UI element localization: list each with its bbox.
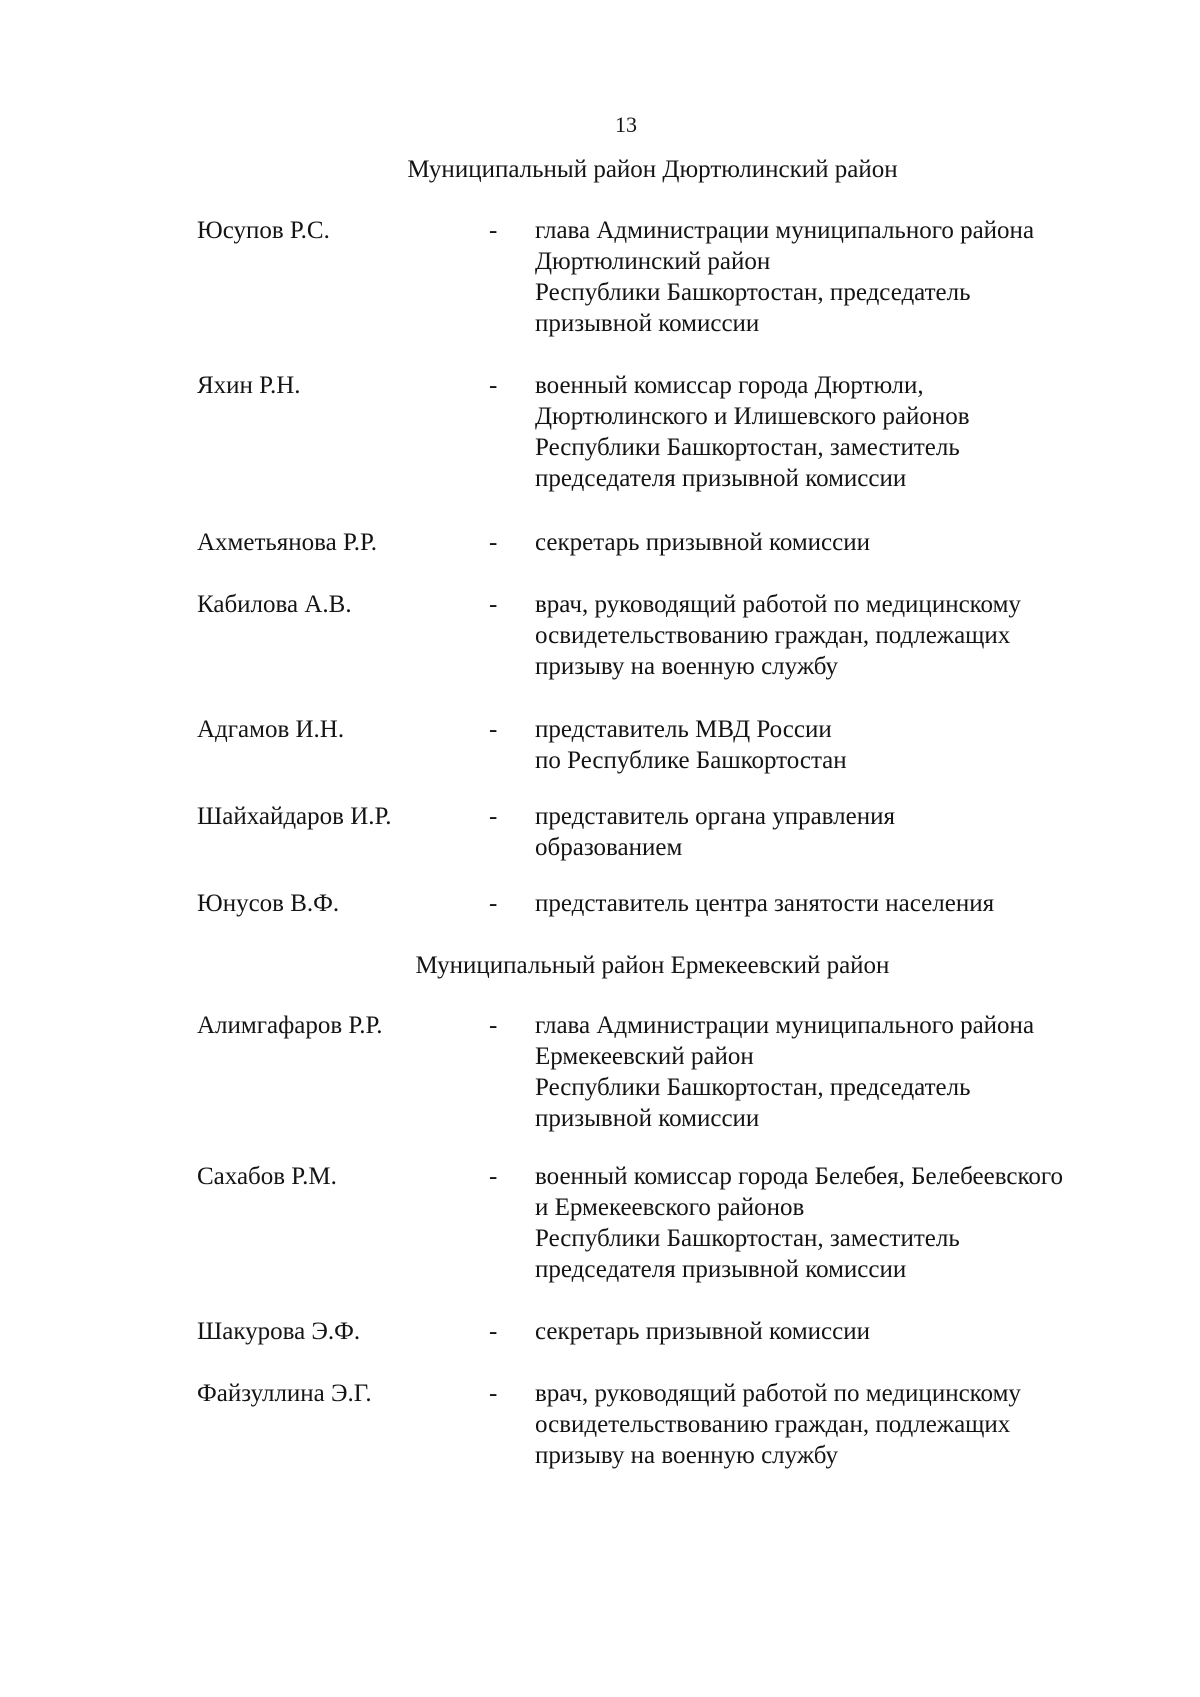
member-dash: - bbox=[489, 716, 498, 743]
role-line: Республики Башкортостан, заместитель bbox=[535, 1225, 960, 1252]
member-dash: - bbox=[489, 1380, 498, 1407]
role-line: и Ермекеевского районов bbox=[535, 1194, 805, 1221]
role-line: призывной комиссии bbox=[535, 310, 760, 337]
role-line: призыву на военную службу bbox=[535, 653, 839, 680]
member-dash: - bbox=[489, 890, 498, 917]
member-name: Шайхайдаров И.Р. bbox=[197, 803, 392, 830]
role-line: глава Администрации муниципального района bbox=[535, 217, 1035, 244]
role-line: военный комиссар города Белебея, Белебеевского bbox=[535, 1163, 1064, 1190]
member-role bbox=[535, 801, 1135, 863]
section-heading-durtyuli: Муниципальный район Дюртюлинский район bbox=[407, 156, 898, 183]
member-name: Юсупов Р.С. bbox=[197, 217, 330, 244]
role-line: военный комиссар города Дюртюли, bbox=[535, 372, 924, 399]
member-role bbox=[535, 1316, 1135, 1347]
role-line: Дюртюлинского и Илишевского районов bbox=[535, 403, 970, 430]
member-name: Кабилова А.В. bbox=[197, 591, 352, 618]
page-number: 13 bbox=[615, 112, 637, 137]
role-line: Республики Башкортостан, председатель bbox=[535, 1074, 971, 1101]
member-dash: - bbox=[489, 372, 498, 399]
member-role bbox=[535, 527, 1135, 558]
member-dash: - bbox=[489, 1318, 498, 1345]
member-name: Юнусов В.Ф. bbox=[197, 890, 340, 917]
role-line: призыву на военную службу bbox=[535, 1442, 839, 1469]
member-role bbox=[535, 1378, 1135, 1471]
role-line: врач, руководящий работой по медицинскому bbox=[535, 591, 1021, 618]
section-heading-ermekeevo: Муниципальный район Ермекеевский район bbox=[415, 952, 890, 979]
member-dash: - bbox=[489, 1163, 498, 1190]
member-role bbox=[535, 370, 1135, 494]
role-line: Дюртюлинский район bbox=[535, 248, 771, 275]
role-line: представитель МВД России bbox=[535, 716, 832, 743]
member-role bbox=[535, 888, 1135, 919]
role-line: председателя призывной комиссии bbox=[535, 1256, 907, 1283]
role-line: образованием bbox=[535, 834, 683, 861]
member-role bbox=[535, 1010, 1135, 1134]
member-role bbox=[535, 215, 1135, 339]
member-name: Сахабов Р.М. bbox=[197, 1163, 337, 1190]
member-role bbox=[535, 714, 1135, 776]
role-line: освидетельствованию граждан, подлежащих bbox=[535, 1411, 1011, 1438]
role-line: представитель органа управления bbox=[535, 803, 895, 830]
role-line: глава Администрации муниципального района bbox=[535, 1012, 1035, 1039]
member-name: Адгамов И.Н. bbox=[197, 716, 345, 743]
role-line: врач, руководящий работой по медицинскому bbox=[535, 1380, 1021, 1407]
member-dash: - bbox=[489, 529, 498, 556]
member-name: Алимгафаров Р.Р. bbox=[197, 1012, 383, 1039]
member-name: Шакурова Э.Ф. bbox=[197, 1318, 361, 1345]
role-line: председателя призывной комиссии bbox=[535, 465, 907, 492]
member-dash: - bbox=[489, 217, 498, 244]
role-line: Республики Башкортостан, заместитель bbox=[535, 434, 960, 461]
member-role bbox=[535, 589, 1135, 682]
member-name: Яхин Р.Н. bbox=[197, 372, 301, 399]
role-line: Республики Башкортостан, председатель bbox=[535, 279, 971, 306]
member-dash: - bbox=[489, 591, 498, 618]
role-line: призывной комиссии bbox=[535, 1105, 760, 1132]
member-dash: - bbox=[489, 1012, 498, 1039]
role-line: представитель центра занятости населения bbox=[535, 890, 995, 917]
role-line: по Республике Башкортостан bbox=[535, 747, 847, 774]
role-line: освидетельствованию граждан, подлежащих bbox=[535, 622, 1011, 649]
role-line: Ермекеевский район bbox=[535, 1043, 754, 1070]
role-line: секретарь призывной комиссии bbox=[535, 1318, 871, 1345]
member-dash: - bbox=[489, 803, 498, 830]
member-role bbox=[535, 1161, 1135, 1285]
member-name: Ахметьянова Р.Р. bbox=[197, 529, 378, 556]
member-name: Файзуллина Э.Г. bbox=[197, 1380, 372, 1407]
role-line: секретарь призывной комиссии bbox=[535, 529, 871, 556]
